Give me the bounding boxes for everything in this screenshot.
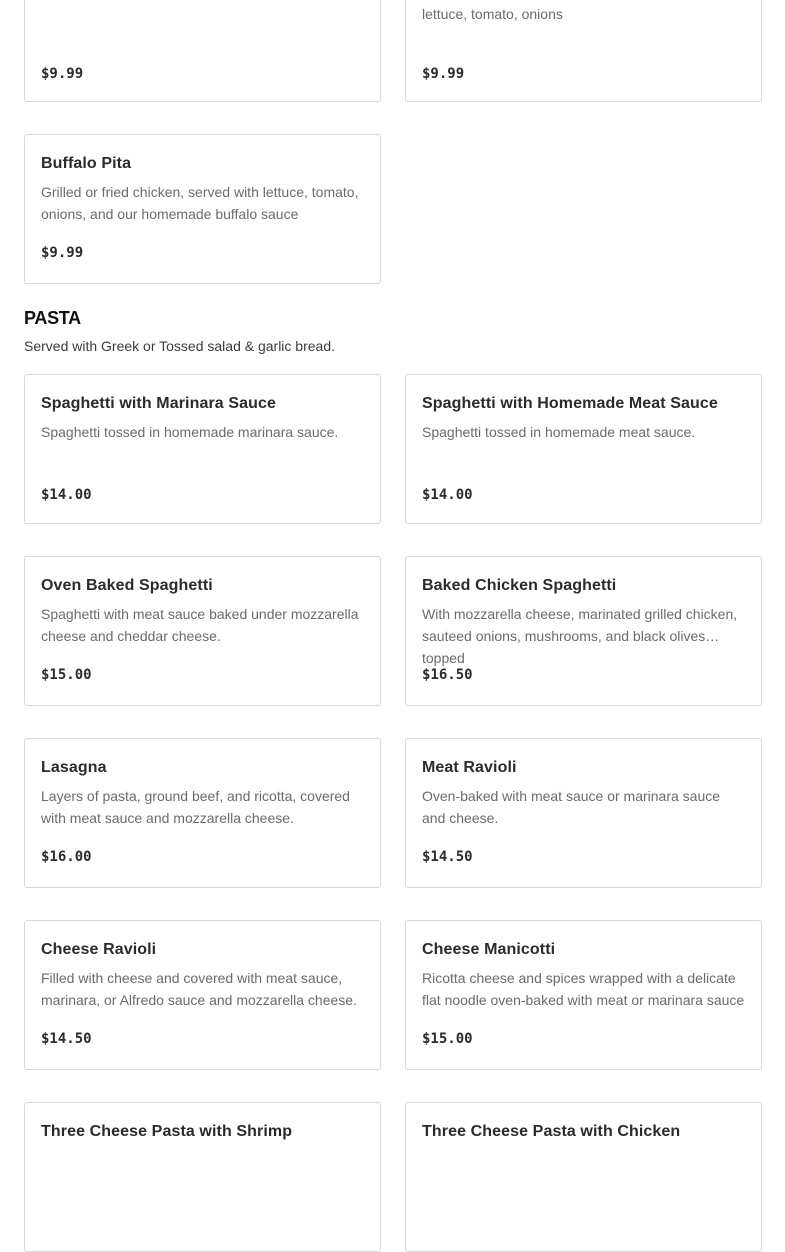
item-name: Spaghetti with Homemade Meat Sauce [422, 395, 718, 412]
menu-item-card[interactable] [24, 738, 381, 888]
menu-item-card[interactable] [24, 920, 381, 1070]
menu-item-card-lamb-pita[interactable] [24, 0, 381, 102]
section-note: Served with Greek or Tossed salad & garlic bread. [24, 338, 336, 354]
item-description: Spaghetti tossed in homemade meat sauce. [422, 424, 696, 440]
item-description: Spaghetti tossed in homemade marinara sauce. [41, 424, 339, 440]
item-description: Layers of pasta, ground beef, and ricotta, covered with meat sauce and mozzarella cheese. [41, 788, 350, 826]
item-price: $15.00 [41, 667, 92, 683]
menu-item-card[interactable] [24, 1102, 381, 1252]
item-price: $14.50 [422, 849, 473, 865]
item-price: $9.99 [41, 66, 84, 82]
item-name: Three Cheese Pasta with Shrimp [41, 1123, 293, 1140]
item-description: Oven-baked with meat sauce or marinara sauce and cheese. [422, 788, 721, 826]
section-title-pasta: PASTA [24, 308, 81, 328]
item-name: Cheese Manicotti [422, 941, 556, 958]
item-description: With mozzarella cheese, marinated grilled chicken, sauteed onions, mushrooms, and black olives topped [422, 606, 738, 666]
menu-item-card[interactable] [405, 738, 762, 888]
item-description: lettuce, tomato, onions [422, 6, 563, 22]
item-name: Buffalo Pita [41, 155, 132, 172]
item-name: Oven Baked Spaghetti [41, 577, 213, 594]
menu-item-card[interactable] [24, 374, 381, 524]
item-price: $16.00 [41, 849, 92, 865]
item-name: Cheese Ravioli [41, 941, 157, 958]
item-description: Grilled or fried chicken, served with lettuce, tomato, onions, and our homemade buffalo sauce [41, 184, 359, 222]
item-price: $15.00 [422, 1031, 473, 1047]
menu-item-card-buffalo-pita[interactable] [24, 134, 381, 284]
item-name: Spaghetti with Marinara Sauce [41, 395, 276, 412]
menu-item-card[interactable] [405, 1102, 762, 1252]
item-price: $16.50 [422, 667, 473, 683]
menu-item-card[interactable] [24, 556, 381, 706]
item-description: Filled with cheese and covered with meat sauce, marinara, or Alfredo sauce and mozzarella cheese. [41, 970, 357, 1008]
menu-item-card-chicken-pita[interactable] [405, 0, 762, 102]
item-price: $9.99 [422, 66, 465, 82]
item-description: Spaghetti with meat sauce baked under mozzarella cheese and cheddar cheese. [41, 606, 359, 644]
item-name: Three Cheese Pasta with Chicken [422, 1123, 681, 1140]
item-price: $9.99 [41, 245, 84, 261]
menu-item-card[interactable] [405, 556, 762, 706]
item-description [41, 0, 366, 3]
item-description: Ricotta cheese and spices wrapped with a delicate flat noodle oven-baked with meat or marinara sauce [422, 970, 745, 1008]
item-name: Baked Chicken Spaghetti [422, 577, 617, 594]
item-name: Lasagna [41, 759, 107, 776]
menu-item-card[interactable] [405, 374, 762, 524]
menu-item-card[interactable] [405, 920, 762, 1070]
item-name: Meat Ravioli [422, 759, 517, 776]
item-price: $14.00 [41, 487, 92, 503]
item-price: $14.00 [422, 487, 473, 503]
item-price: $14.50 [41, 1031, 92, 1047]
